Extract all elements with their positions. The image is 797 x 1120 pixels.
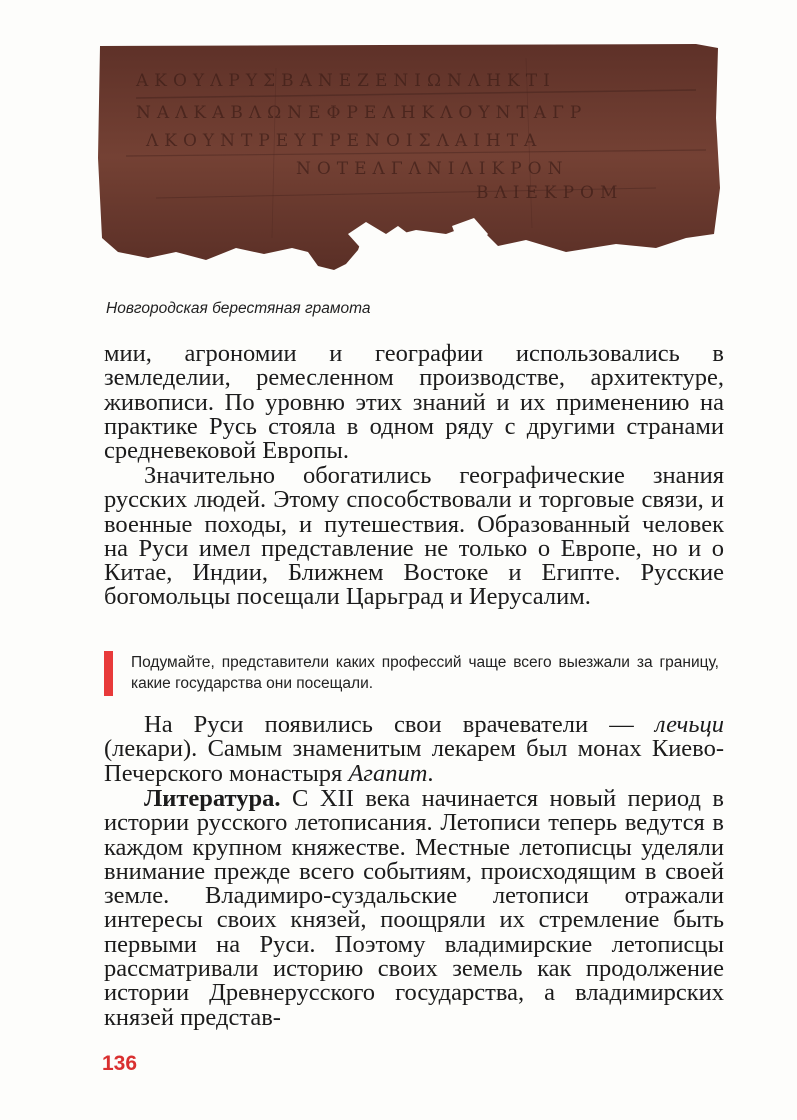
paragraph (104, 464, 724, 610)
text-run: С XII века начинается новый период в истории русского летописания. Летописи теперь ведутся в каждом крупном княжестве. Местные летописцы уделяли внимание прежде всего событиям, происходящим в своей земле. Владимиро-суздальские летописи отражали интересы своих князей, поощряли их стремление быть первыми на Руси. Поэтому владимирские летописцы рассматривали историю своих земель как продолжение истории Древнерусского государства, а владимирских князей представ- (104, 785, 724, 1031)
inscription-line: ΛΚΟΥΝΤΡΕΥΓΡΕΝΟΙΣΛΑΙΗΤΑ (146, 131, 543, 151)
inscription-line: ΝΟΤΕΛΓΛΝΙΛΙΚΡΟΝ (296, 159, 569, 179)
text-run: . (427, 759, 434, 787)
figure-caption: Новгородская берестяная грамота (106, 300, 371, 317)
paragraph (104, 713, 724, 786)
inscription-line: ΑΚΟΥΛΡΥΣΒΑΝΕΖΕΝΙΩΝΛΗΚΤΙ (136, 71, 556, 91)
question-box (104, 651, 724, 697)
birch-bark-document (96, 38, 722, 274)
birch-bark-image (96, 38, 722, 274)
text-run: На Руси появились свои врачеватели — (144, 711, 655, 738)
question-marker (104, 651, 113, 696)
section-heading-literature: Литература. (144, 785, 281, 812)
name-agapit: Агапит (348, 759, 428, 787)
term-lechtsi: лечьци (654, 711, 724, 738)
paragraph-text (104, 787, 724, 1030)
paragraph-text: мии, агрономии и географии использовались в земледелии, ремесленном производстве, архитектуре, живописи. По уровню этих знаний и их применению на практике Русь стояла в одном ряду с другими странами средневековой Европы. (104, 340, 724, 465)
paragraph-text (104, 713, 724, 786)
inscription-line: ΒΛΙΕΚΡΟΜ (476, 183, 624, 203)
question-text: Подумайте, представители каких профессий чаще всего выезжали за границу, какие государства они посещали. (131, 654, 719, 692)
inscription-line: ΝΑΛΚΑΒΛΩΝΕΦΡΕΛΗΚΛΟΥΝΤΑΓΡ (136, 103, 588, 123)
paragraph (104, 342, 724, 463)
paragraph (104, 787, 724, 1030)
paragraph-text: Значительно обогатились географические знания русских людей. Этому способствовали и торговые связи, и военные походы, и путешествия. Образованный человек на Руси имел представление не только о Европе, но и о Китае, Индии, Ближнем Востоке и Египте. Русские богомольцы посещали Царьград и Иерусалим. (104, 462, 724, 611)
text-run: (лекари). Самым знаменитым лекарем был монах Киево-Печерского монастыря (104, 735, 724, 787)
page-number: 136 (102, 1052, 138, 1075)
